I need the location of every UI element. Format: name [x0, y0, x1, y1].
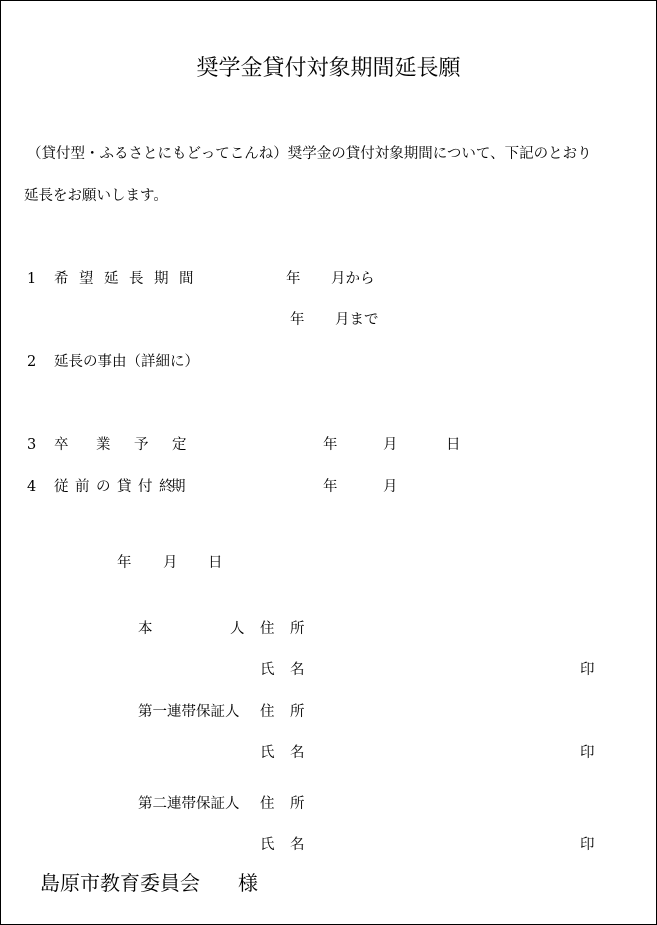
signer-1-role-char: 本 [138, 621, 153, 637]
item-1-from-year: 年 [286, 271, 301, 287]
item-4-label-char: の [96, 479, 111, 495]
item-3-label-char: 卒 [54, 437, 69, 453]
item-3-year: 年 [323, 437, 338, 453]
item-3-number: 3 [27, 437, 37, 453]
date-month: 月 [163, 555, 178, 571]
item-4-year: 年 [323, 479, 338, 495]
item-3-month: 月 [383, 437, 398, 453]
signer-3-name-label: 名 [290, 837, 305, 853]
signer-3-seal-mark: 印 [580, 837, 595, 853]
signer-1-name-label: 氏 [260, 662, 275, 678]
signer-2-address-label: 所 [290, 704, 305, 720]
signer-1-address-label: 住 [260, 621, 275, 637]
item-2-label: 延長の事由（詳細に） [54, 354, 199, 370]
item-1-to-month: 月まで [335, 312, 379, 328]
item-1-label-char: 希 [54, 271, 69, 287]
date-year: 年 [117, 555, 132, 571]
addressee-honorific: 様 [238, 871, 258, 895]
signer-3-address-label: 所 [290, 796, 305, 812]
item-1-number: 1 [27, 271, 37, 287]
item-3-label-char: 定 [172, 437, 187, 453]
signer-3-role: 第二連帯保証人 [138, 796, 240, 812]
item-4-label-char: 終 [159, 479, 174, 495]
item-4-label-char: 付 [138, 479, 153, 495]
intro-line-1: （貸付型・ふるさとにもどってこんね）奨学金の貸付対象期間について、下記のとおり [27, 146, 592, 162]
item-3-label-char: 業 [96, 437, 111, 453]
item-1-to-year: 年 [290, 312, 305, 328]
item-4-label-char: 前 [75, 479, 90, 495]
signer-2-role: 第一連帯保証人 [138, 704, 240, 720]
signer-1-role-char: 人 [230, 621, 245, 637]
item-4-label-char: 期 [171, 479, 186, 495]
addressee-name: 島原市教育委員会 [40, 871, 200, 895]
signer-3-address-label: 住 [260, 796, 275, 812]
item-4-number: 4 [27, 479, 37, 495]
item-4-label-char: 貸 [117, 479, 132, 495]
signer-3-name-label: 氏 [260, 837, 275, 853]
item-1-label-char: 望 [79, 271, 94, 287]
intro-line-2: 延長をお願いします。 [24, 188, 168, 204]
signer-1-name-label: 名 [290, 662, 305, 678]
item-1-label-char: 長 [129, 271, 144, 287]
document-title: 奨学金貸付対象期間延長願 [196, 56, 461, 81]
item-3-label-char: 予 [134, 437, 149, 453]
item-2-number: 2 [27, 354, 37, 370]
item-4-month: 月 [383, 479, 398, 495]
item-4-label-char: 従 [54, 479, 69, 495]
signer-1-seal-mark: 印 [580, 662, 595, 678]
item-3-day: 日 [446, 437, 461, 453]
signer-2-address-label: 住 [260, 704, 275, 720]
signer-2-name-label: 名 [290, 745, 305, 761]
item-1-label-char: 期 [154, 271, 169, 287]
item-1-label-char: 間 [179, 271, 194, 287]
signer-2-name-label: 氏 [260, 745, 275, 761]
signer-2-seal-mark: 印 [580, 745, 595, 761]
signer-1-address-label: 所 [290, 621, 305, 637]
item-1-from-month: 月から [331, 271, 375, 287]
item-1-label-char: 延 [104, 271, 119, 287]
date-day: 日 [208, 555, 223, 571]
